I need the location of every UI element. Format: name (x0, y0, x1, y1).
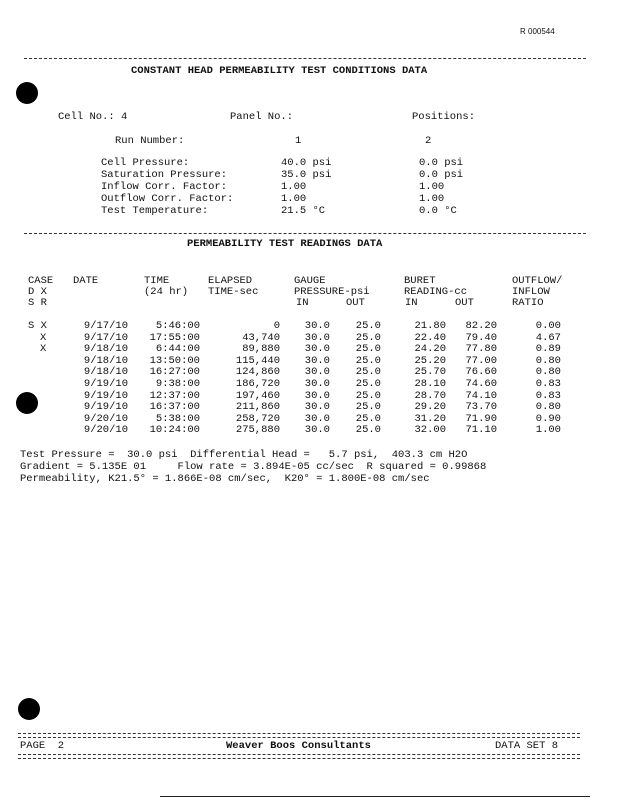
cell-elapsed: 258,720 (235, 412, 280, 425)
footer-page: PAGE 2 (20, 740, 65, 752)
cell-time: 13:50:00 (149, 354, 200, 367)
condition-value-run2: 0.0 °C (419, 205, 457, 217)
cell-buret-out: 82.20 (465, 320, 497, 332)
positions-label: Positions: (412, 111, 476, 123)
footer-data-set: DATA SET 8 (495, 740, 559, 752)
cell-elapsed: 89,880 (242, 343, 280, 356)
header-ratio: OUTFLOW/ INFLOW RATIO (512, 275, 563, 309)
cell-gauge-out: 25.0 (355, 320, 381, 332)
header-case: CASE D X S R (28, 275, 54, 309)
footer-divider (18, 733, 580, 738)
bottom-edge-line (160, 796, 590, 797)
cell-elapsed: 124,860 (235, 366, 280, 379)
cell-gauge-out: 25.0 (355, 331, 381, 344)
cell-date: 9/17/10 (83, 331, 128, 344)
cell-gauge-out: 25.0 (355, 366, 381, 379)
run-number-label: Run Number: (115, 135, 185, 147)
cell-elapsed: 211,860 (235, 401, 280, 414)
cell-buret-out: 74.10 (465, 389, 497, 402)
divider (24, 233, 586, 234)
footer-company: Weaver Boos Consultants (226, 740, 371, 752)
punch-hole (18, 698, 40, 720)
cell-buret-in: 22.40 (414, 331, 446, 344)
cell-time: 17:55:00 (149, 331, 200, 344)
condition-value-run1: 1.00 (281, 181, 307, 193)
cell-gauge-out: 25.0 (355, 389, 381, 402)
cell-case: X (40, 343, 47, 356)
header-date: DATE (73, 275, 99, 287)
cell-case: X (40, 331, 47, 344)
cell-buret-in: 28.70 (414, 389, 446, 402)
cell-gauge-in: 30.0 (304, 389, 330, 402)
cell-date: 9/20/10 (83, 424, 128, 437)
cell-buret-in: 31.20 (414, 412, 446, 425)
cell-elapsed: 186,720 (235, 378, 280, 390)
cell-time: 6:44:00 (155, 343, 200, 356)
cell-gauge-in: 30.0 (304, 354, 330, 367)
cell-gauge-in: 30.0 (304, 343, 330, 356)
panel-number: Panel No.: (230, 111, 294, 123)
cell-gauge-in: 30.0 (304, 378, 330, 390)
cell-ratio: 0.80 (535, 366, 561, 379)
condition-label: Cell Pressure: (101, 157, 190, 169)
cell-ratio: 4.67 (535, 331, 561, 344)
cell-buret-out: 71.10 (465, 424, 497, 437)
cell-date: 9/17/10 (83, 320, 128, 332)
condition-value-run1: 35.0 psi (281, 169, 332, 181)
cell-buret-out: 77.00 (465, 354, 497, 367)
cell-buret-in: 25.20 (414, 354, 446, 367)
cell-buret-out: 74.60 (465, 378, 497, 390)
cell-date: 9/20/10 (83, 412, 128, 425)
condition-value-run2: 0.0 psi (419, 169, 464, 181)
header-buret-in: IN (405, 297, 418, 309)
cell-buret-out: 77.80 (465, 343, 497, 356)
condition-label: Outflow Corr. Factor: (101, 193, 234, 205)
cell-gauge-out: 25.0 (355, 354, 381, 367)
summary-line: Test Pressure = 30.0 psi Differential Head = 5.7 psi, 403.3 cm H2O (20, 449, 468, 461)
cell-buret-out: 73.70 (465, 401, 497, 414)
cell-gauge-in: 30.0 (304, 366, 330, 379)
cell-buret-out: 71.90 (465, 412, 497, 425)
cell-buret-in: 21.80 (414, 320, 446, 332)
condition-value-run2: 0.0 psi (419, 157, 464, 169)
summary-line: Gradient = 5.135E 01 Flow rate = 3.894E-05 cc/sec R squared = 0.99868 (20, 461, 487, 473)
cell-elapsed: 197,460 (235, 389, 280, 402)
cell-time: 5:46:00 (155, 320, 200, 332)
cell-buret-in: 32.00 (414, 424, 446, 437)
cell-gauge-out: 25.0 (355, 424, 381, 437)
run-number-1: 1 (295, 135, 302, 147)
section2-title: PERMEABILITY TEST READINGS DATA (187, 238, 383, 250)
cell-time: 10:24:00 (149, 424, 200, 437)
condition-value-run2: 1.00 (419, 181, 445, 193)
cell-time: 5:38:00 (155, 412, 200, 425)
cell-number: Cell No.: 4 (58, 111, 128, 123)
cell-ratio: 0.00 (535, 320, 561, 332)
cell-ratio: 0.80 (535, 354, 561, 367)
header-gauge-in: IN (296, 297, 309, 309)
cell-gauge-in: 30.0 (304, 320, 330, 332)
condition-label: Saturation Pressure: (101, 169, 228, 181)
cell-gauge-out: 25.0 (355, 401, 381, 414)
cell-time: 16:27:00 (149, 366, 200, 379)
cell-ratio: 0.90 (535, 412, 561, 425)
summary-line: Permeability, K21.5° = 1.866E-08 cm/sec, K20° = 1.800E-08 cm/sec (20, 473, 430, 485)
cell-gauge-in: 30.0 (304, 424, 330, 437)
header-gauge: GAUGE PRESSURE-psi (294, 275, 370, 298)
cell-buret-out: 79.40 (465, 331, 497, 344)
header-buret-out: OUT (455, 297, 474, 309)
section1-title: CONSTANT HEAD PERMEABILITY TEST CONDITIONS DATA (131, 65, 428, 77)
cell-ratio: 0.80 (535, 401, 561, 414)
cell-time: 9:38:00 (155, 378, 200, 390)
run-number-2: 2 (425, 135, 432, 147)
header-elapsed: ELAPSED TIME-sec (208, 275, 259, 298)
cell-buret-out: 76.60 (465, 366, 497, 379)
header-time: TIME (24 hr) (144, 275, 189, 298)
cell-gauge-in: 30.0 (304, 331, 330, 344)
cell-date: 9/19/10 (83, 401, 128, 414)
cell-elapsed: 0 (273, 320, 280, 332)
cell-ratio: 0.83 (535, 389, 561, 402)
cell-ratio: 1.00 (535, 424, 561, 437)
condition-value-run2: 1.00 (419, 193, 445, 205)
cell-ratio: 0.83 (535, 378, 561, 390)
divider (24, 58, 586, 59)
footer-divider (18, 754, 580, 759)
cell-date: 9/19/10 (83, 389, 128, 402)
punch-hole (16, 82, 38, 104)
condition-label: Test Temperature: (101, 205, 209, 217)
condition-label: Inflow Corr. Factor: (101, 181, 228, 193)
cell-time: 12:37:00 (149, 389, 200, 402)
condition-value-run1: 21.5 °C (281, 205, 326, 217)
header-gauge-out: OUT (346, 297, 365, 309)
cell-gauge-out: 25.0 (355, 343, 381, 356)
cell-elapsed: 275,880 (235, 424, 280, 437)
cell-gauge-out: 25.0 (355, 412, 381, 425)
condition-value-run1: 1.00 (281, 193, 307, 205)
cell-gauge-out: 25.0 (355, 378, 381, 390)
cell-date: 9/18/10 (83, 343, 128, 356)
cell-gauge-in: 30.0 (304, 412, 330, 425)
cell-date: 9/18/10 (83, 366, 128, 379)
cell-date: 9/19/10 (83, 378, 128, 390)
condition-value-run1: 40.0 psi (281, 157, 332, 169)
cell-gauge-in: 30.0 (304, 401, 330, 414)
punch-hole (16, 392, 38, 414)
cell-case: S X (28, 320, 47, 332)
cell-buret-in: 25.70 (414, 366, 446, 379)
cell-date: 9/18/10 (83, 354, 128, 367)
doc-id: R 000544 (520, 27, 555, 36)
cell-elapsed: 115,440 (235, 354, 280, 367)
cell-elapsed: 43,740 (242, 331, 280, 344)
cell-time: 16:37:00 (149, 401, 200, 414)
cell-buret-in: 29.20 (414, 401, 446, 414)
cell-buret-in: 24.20 (414, 343, 446, 356)
cell-ratio: 0.89 (535, 343, 561, 356)
header-buret: BURET READING-cc (404, 275, 468, 298)
cell-buret-in: 28.10 (414, 378, 446, 390)
